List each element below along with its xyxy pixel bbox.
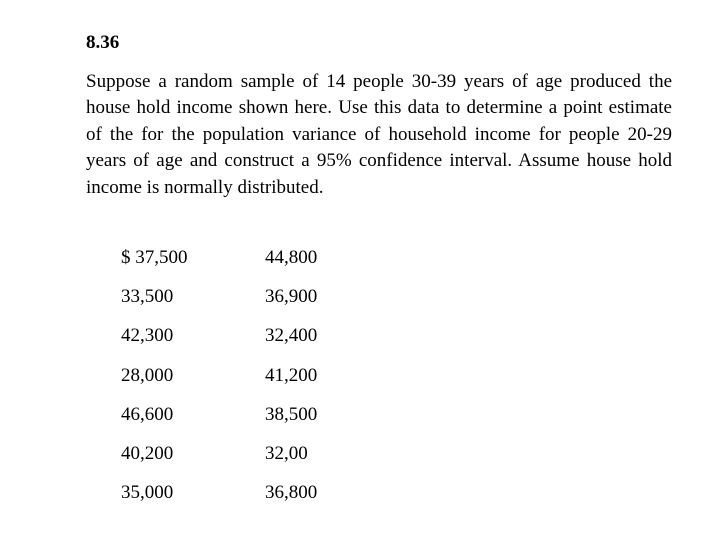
income-cell: 35,000 [121,482,174,504]
income-cell: 40,200 [121,443,174,465]
income-cell: 41,200 [265,364,318,386]
income-cell: 38,500 [265,403,318,425]
income-cell: 36,800 [265,482,318,504]
income-cell: 32,400 [265,325,318,347]
table-row [121,395,385,434]
income-cell: 28,000 [121,364,174,386]
income-cell: 32,00 [265,443,308,465]
table-row [121,356,385,395]
table-row [121,474,385,513]
income-cell: $ 37,500 [121,246,188,268]
income-table [121,238,385,513]
income-cell: 46,600 [121,403,174,425]
problem-number: 8.36 [86,32,120,53]
income-cell: 36,900 [265,285,318,307]
problem-text: Suppose a random sample of 14 people 30-39 years of age produced the house hold income shown here. Use this data to determine a point estimate of the for the population variance of household income for people 20-29 years of age and construct a 95% confidence interval. Assume house hold income is normally distributed. [86,71,672,198]
table-row [121,238,385,277]
table-row [121,277,385,316]
income-cell: 33,500 [121,285,174,307]
income-cell: 42,300 [121,325,174,347]
table-row [121,317,385,356]
table-row [121,434,385,473]
income-cell: 44,800 [265,246,318,268]
